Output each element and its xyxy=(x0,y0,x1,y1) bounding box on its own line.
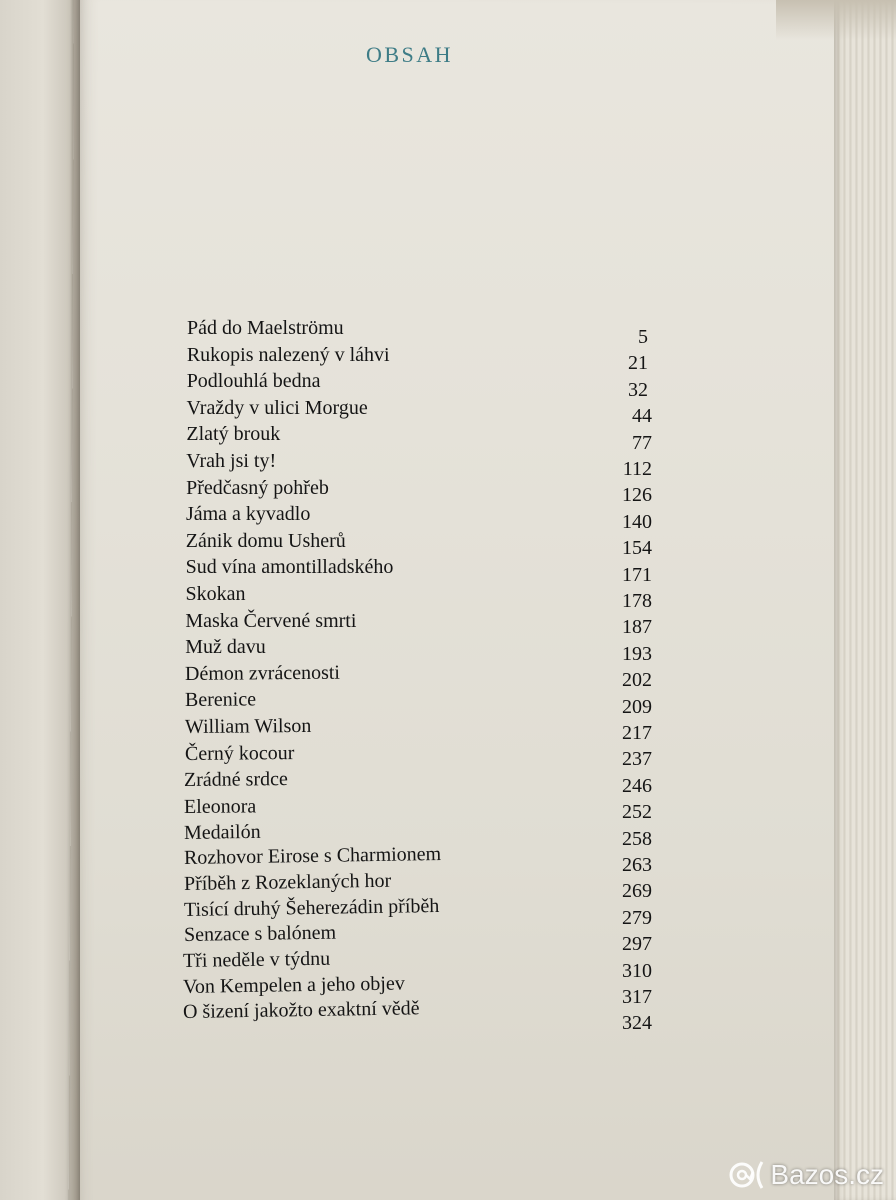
toc-entry-title: Zánik domu Usherů xyxy=(185,529,346,552)
toc-entry-page-number: 112 xyxy=(622,458,652,480)
toc-entry-title: Předčasný pohřeb xyxy=(186,476,329,499)
toc-entry-page-number: 237 xyxy=(622,748,652,771)
toc-entry-title: Eleonora xyxy=(184,795,257,818)
toc-entry-page-number: 193 xyxy=(622,642,652,665)
watermark-text: Bazos.cz xyxy=(770,1159,884,1190)
bazos-logo-icon xyxy=(726,1158,766,1192)
toc-entry-title: Podlouhlá bedna xyxy=(186,370,321,393)
toc-entry-title: Tři neděle v týdnu xyxy=(183,947,331,972)
toc-entry-title: Senzace s balónem xyxy=(183,921,336,947)
toc-entry-title: Příběh z Rozeklaných hor xyxy=(183,869,392,895)
toc-entry-page-number: 44 xyxy=(632,405,652,428)
toc-entry-page-number: 252 xyxy=(622,801,652,824)
toc-entry-page-number: 77 xyxy=(632,431,652,454)
toc-entry-page-number: 324 xyxy=(622,1012,652,1035)
toc-entry-page-number: 154 xyxy=(622,537,652,560)
toc-entry-page-number: 5 xyxy=(638,326,648,348)
toc-entry-page-number: 279 xyxy=(622,906,652,929)
bazos-watermark xyxy=(726,1158,884,1192)
toc-entry-page-number: 317 xyxy=(622,986,652,1008)
toc-entry-title: Vraždy v ulici Morgue xyxy=(186,396,368,419)
toc-entry-title: Muž davu xyxy=(185,636,266,659)
toc-entry-title: O šizení jakožto exaktní vědě xyxy=(182,997,420,1024)
toc-entry-title: Pád do Maelströmu xyxy=(187,317,344,339)
toc-entry-title: Zlatý brouk xyxy=(186,423,281,446)
toc-entry-title: Tisící druhý Šeherezádin příběh xyxy=(183,894,440,921)
toc-entry-page-number: 269 xyxy=(622,880,652,903)
toc-entry-page-number: 171 xyxy=(622,563,652,586)
toc-entry-title: Rukopis nalezený v láhvi xyxy=(186,343,390,366)
toc-entry-page-number: 187 xyxy=(622,616,652,639)
toc-entry-title: Zrádné srdce xyxy=(184,768,289,792)
toc-entry-page-number: 140 xyxy=(622,510,652,533)
toc-entry-title: Maska Červené smrti xyxy=(185,609,357,632)
toc-entry-page-number: 246 xyxy=(622,774,652,797)
toc-entry-page-number: 310 xyxy=(622,959,652,982)
toc-entry-page-number: 258 xyxy=(622,827,652,850)
toc-entry-title: Démon zvrácenosti xyxy=(184,661,341,685)
toc-heading: OBSAH xyxy=(366,42,454,67)
toc-entry-title: Berenice xyxy=(184,688,257,712)
toc-entry-page-number: 297 xyxy=(622,933,652,956)
toc-entry-title: William Wilson xyxy=(184,714,312,738)
toc-entry-title: Medailón xyxy=(183,820,261,844)
toc-entry-title: Černý kocour xyxy=(184,741,295,765)
toc-entry-title: Von Kempelen a jeho objev xyxy=(183,972,406,998)
toc-entry-title: Jáma a kyvadlo xyxy=(185,503,311,526)
toc-entry-title: Rozhovor Eirose s Charmionem xyxy=(183,843,442,870)
toc-entry-page-number: 126 xyxy=(622,484,652,507)
toc-entry-page-number: 32 xyxy=(628,378,648,401)
toc-entry-page-number: 217 xyxy=(622,722,652,744)
toc-entry-page-number: 202 xyxy=(622,669,652,692)
toc-entry-page-number: 209 xyxy=(622,695,652,718)
toc-entry-page-number: 21 xyxy=(628,352,648,375)
toc-entry-page-number: 178 xyxy=(622,590,652,612)
toc-entry-title: Sud vína amontilladského xyxy=(185,556,394,579)
toc-entry-title: Vrah jsi ty! xyxy=(186,450,277,472)
toc-entry-page-number: 263 xyxy=(622,854,652,876)
toc-entry-title: Skokan xyxy=(185,583,246,605)
